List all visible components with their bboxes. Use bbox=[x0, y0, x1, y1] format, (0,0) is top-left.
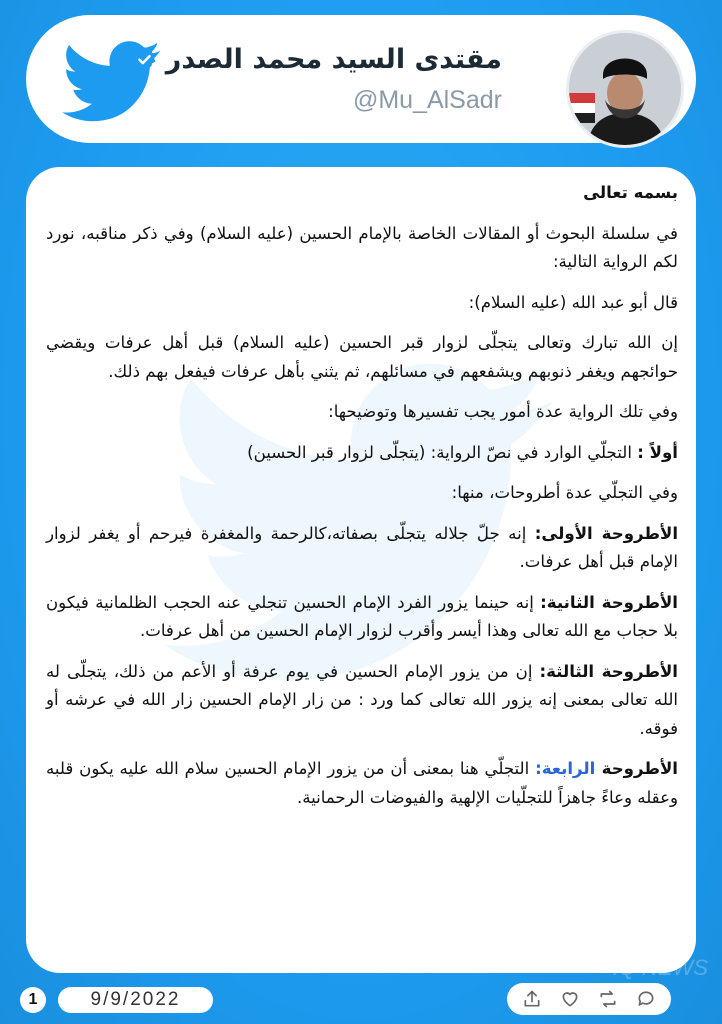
tweet-paragraph-topics: وفي تلك الرواية عدة أمور يجب تفسيرها وتوضيحها: bbox=[328, 402, 678, 421]
display-name[interactable]: مقتدى السيد محمد الصدر bbox=[165, 44, 502, 75]
label-thesis-3: الأطروحة الثالثة: bbox=[539, 661, 678, 681]
tweet-paragraph-quote-attribution: قال أبو عبد الله (عليه السلام): bbox=[468, 292, 678, 312]
label-thesis-1: الأطروحة الأولى: bbox=[534, 523, 679, 543]
reply-icon[interactable] bbox=[636, 989, 656, 1009]
page-number: 1 bbox=[20, 987, 46, 1013]
tweet-paragraph-narration: إن الله تبارك وتعالى يتجلّى لزوار قبر الحسين (عليه السلام) قبل أهل عرفات ويقضي حوائجهم ويغفر ذنوبهم ويشفعهم في مسائلهم، ثم يثني بأهل عرفات فيفعل بهم ذلك. bbox=[46, 333, 678, 381]
label-thesis-2: الأطروحة الثانية: bbox=[540, 592, 678, 612]
label-first: أولاً : bbox=[637, 442, 678, 462]
share-icon[interactable] bbox=[522, 989, 542, 1009]
tweet-paragraph-thesis-4: الأطروحة الرابعة: التجلّي هنا بمعنى أن من يزور الإمام الحسين سلام الله عليه يكون قلبه وعقله وعاءً جاهزاً للتجلّيات الإلهية والفيوضات الرحمانية. bbox=[46, 759, 678, 807]
tweet-paragraph-thesis-3: الأطروحة الثالثة: إن من يزور الإمام الحسين في يوم عرفة أو الأعم من ذلك، يتجلّى له الله تعالى بمعنى إنه يزور الله تعالى كما ورد : من زار الإمام الحسين زار الله في عرشه أو فوقه. bbox=[46, 661, 678, 738]
label-thesis-4: الأطروحة الرابعة: bbox=[535, 759, 678, 778]
tweet-heading: بسمه تعالى bbox=[583, 183, 678, 202]
news-watermark-icon: IQ NEWS bbox=[612, 955, 708, 980]
tweet-date: 9/9/2022 bbox=[58, 987, 213, 1013]
retweet-icon[interactable] bbox=[598, 989, 618, 1009]
tweet-body bbox=[46, 179, 678, 824]
name-row bbox=[131, 44, 502, 75]
like-icon[interactable] bbox=[560, 989, 580, 1009]
tweet-card bbox=[26, 167, 696, 973]
tweet-paragraph-first: أولاً : التجلّي الوارد في نصّ الرواية: (يتجلّى لزوار قبر الحسين) bbox=[247, 442, 678, 462]
tweet-actions bbox=[507, 983, 671, 1015]
avatar[interactable] bbox=[566, 30, 684, 148]
tweet-paragraph-intro: في سلسلة البحوث أو المقالات الخاصة بالإمام الحسين (عليه السلام) وفي ذكر مناقبه، نورد لكم الرواية التالية: bbox=[46, 223, 678, 271]
tweet-paragraph-theses-intro: وفي التجلّي عدة أطروحات، منها: bbox=[451, 483, 678, 502]
tweet-paragraph-thesis-2: الأطروحة الثانية: إنه حينما يزور الفرد الإمام الحسين تنجلي عنه الحجب الظلمانية فيكون بلا حجاب مع الله تعالى وهذا أيسر وأقرب لزوار الإمام الحسين من أهل عرفات. bbox=[46, 592, 678, 640]
verified-badge-icon bbox=[131, 46, 158, 73]
tweet-paragraph-thesis-1: الأطروحة الأولى: إنه جلّ جلاله يتجلّى بصفاته،كالرحمة والمغفرة فيرحم أو يغفر لزوار الإمام قبل أهل عرفات. bbox=[46, 523, 679, 571]
profile-photo-icon bbox=[569, 33, 681, 145]
user-handle[interactable]: @Mu_AlSadr bbox=[352, 86, 502, 114]
